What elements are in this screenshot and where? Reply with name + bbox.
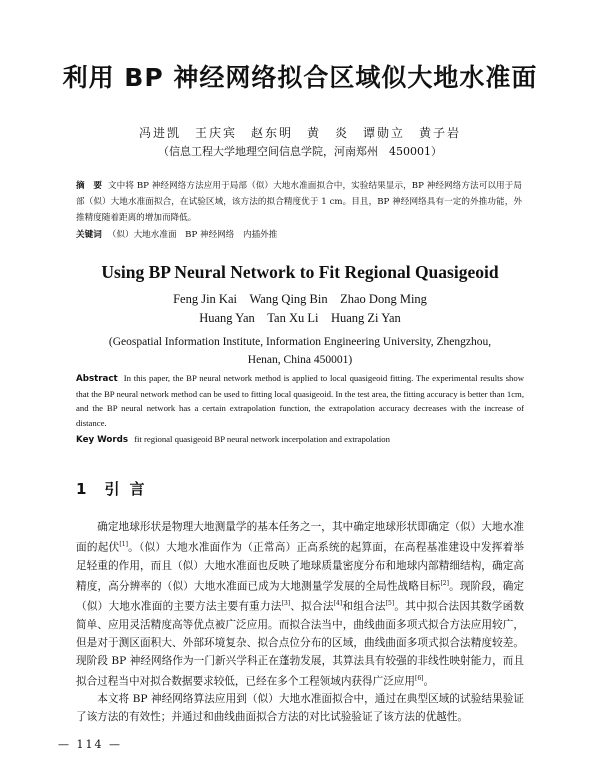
citation-6: [6] (415, 674, 424, 682)
keywords-chinese (76, 228, 522, 240)
p1-text-f: 。其中拟合法因其数学函数简单、应用灵活精度高等优点被广泛应用。而拟合法当中，曲线曲面多项式拟合方法应用较广，但是对于测区面积大、外部环境复杂、拟合点位分布的区域，曲线曲面多项式拟合法精度较差。现阶段 BP 神经网络作为一门新兴学科正在蓬勃发展，其算法具有较强的非线性映射能力，而且拟合过程当中对拟合数据要求较低，已经在多个工程领域内获得广泛应用 (76, 600, 525, 688)
authors-chinese: 冯进凯 王庆宾 赵东明 黄 炎 谭勋立 黄子岩 (138, 126, 461, 140)
keywords-english-label: Key Words (76, 435, 129, 445)
keywords-english-text: fit regional quasigeoid BP neural network incerpolation and extrapolation (134, 434, 390, 444)
authors-english-line1: Feng Jin Kai Wang Qing Bin Zhao Dong Ming (173, 292, 427, 306)
citation-2: [2] (440, 579, 449, 587)
paragraph-2: 本文将 BP 神经网络算法应用到（似）大地水准面拟合中，通过在典型区域的试验结果验证了该方法的有效性；并通过和曲线曲面拟合方法的对比试验验证了该方法的优越性。 (76, 693, 524, 724)
abstract-chinese-text: 文中将 BP 神经网络方法应用于局部（似）大地水准面拟合中，实验结果显示，BP 神经网络方法可以用于局部（似）大地水准面拟合，在试验区域，该方法的拟合精度优于 1 cm。目且，BP 神经网络具有一定的外推功能，外推精度随着距离的增加而降低。 (76, 181, 522, 223)
keywords-english (76, 434, 524, 445)
affiliation-english-line2: Henan, China 450001) (247, 354, 353, 366)
citation-4: [4] (333, 600, 343, 608)
keywords-chinese-text: （似）大地水准面 BP 神经网络 内插外推 (107, 230, 278, 240)
abstract-english (76, 371, 524, 430)
body-text (76, 518, 524, 726)
title-chinese: 利用 BP 神经网络拟合区域似大地水准面 (62, 63, 538, 92)
affiliation-english (0, 333, 600, 369)
p1-text-d: 、拟合法 (290, 600, 334, 613)
abstract-chinese-label: 摘 要 (76, 181, 103, 191)
authors-english (0, 290, 600, 328)
abstract-english-label: Abstract (76, 374, 118, 384)
affiliation-chinese: （信息工程大学地理空间信息学院，河南郑州 450001） (158, 145, 442, 158)
title-english: Using BP Neural Network to Fit Regional Quasigeoid (101, 262, 499, 282)
p1-text-a: 确定地球形状是物理大地测量学的基本任务之一，其中确定地球形状即确定（似）大地水准面的起伏 (76, 521, 524, 554)
section-title: 引言 (104, 480, 155, 498)
p1-text-b: 。（似）大地水准面作为（正常高）正高系统的起算面，在高程基准建设中发挥着举足轻重的作用，而且（似）大地水准面也反映了地球质量密度分布和地球内部精细结构，确定高精度，高分辨率的（似）大地水准面已成为大地测量学发展的全局性战略目标 (76, 541, 525, 593)
paragraph-1 (76, 518, 524, 690)
p1-text-g: 。 (423, 675, 435, 688)
authors-english-line2: Huang Yan Tan Xu Li Huang Zi Yan (199, 311, 401, 325)
section-number: 1 (76, 480, 87, 498)
citation-3: [3] (281, 600, 291, 608)
citation-5: [5] (385, 600, 395, 608)
page-number: — 114 — (58, 738, 122, 751)
affiliation-english-line1: (Geospatial Information Institute, Information Engineering University, Zhengzhou, (108, 336, 492, 348)
section-heading (76, 478, 154, 499)
abstract-english-text: In this paper, the BP neural network method is applied to local quasigeoid fitting. The experimental results show that the BP neural network method can be used to fitting local quasigeoid. In the test area, the fitting accuracy is better than 1cm, and the BP neural network has a certain extrapolation function, the extrapolation accuracy decreases with the increase of distance. (76, 373, 524, 428)
citation-1: [1] (119, 541, 128, 548)
p1-text-c: 。现阶段，确定（似）大地水准面的主要方法主要有重力法 (76, 580, 525, 613)
keywords-chinese-label: 关键词 (76, 230, 102, 240)
abstract-chinese (76, 178, 522, 226)
p1-text-e: 和组合法 (342, 600, 386, 613)
